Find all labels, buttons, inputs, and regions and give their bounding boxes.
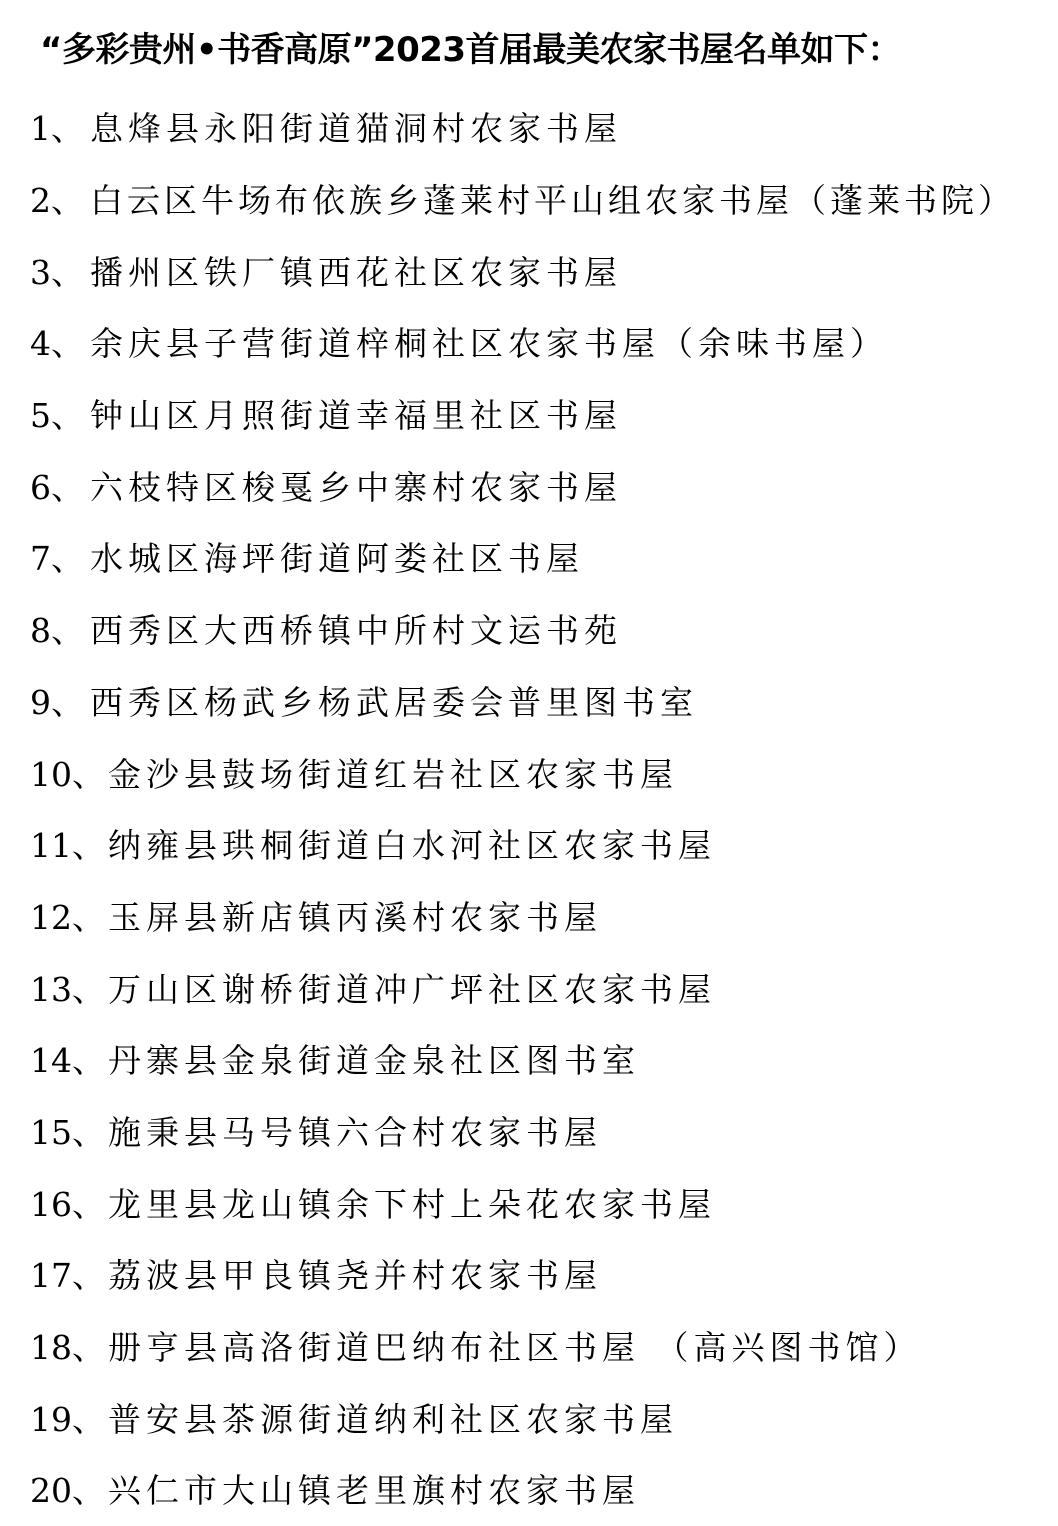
item-number: 7、 [30,539,84,579]
list-item [30,521,1050,593]
list-item [30,593,1050,665]
list-item [30,378,1050,450]
item-text: 纳雍县珙桐街道白水河社区农家书屋 [108,826,716,866]
item-number: 13、 [30,969,105,1009]
item-text: 钟山区月照街道幸福里社区书屋 [90,396,622,436]
item-text: 播州区铁厂镇西花社区农家书屋 [90,252,622,292]
list-item [30,1453,1050,1525]
item-number: 19、 [30,1399,105,1439]
item-number: 15、 [30,1112,105,1152]
list-item [30,306,1050,378]
list-item [30,951,1050,1023]
item-text: 丹寨县金泉街道金泉社区图书室 [108,1041,640,1081]
list-item [30,234,1050,306]
list-item [30,1023,1050,1095]
list-item [30,736,1050,808]
item-text: 西秀区杨武乡杨武居委会普里图书室 [90,682,698,722]
item-number: 18、 [30,1328,105,1368]
item-number: 16、 [30,1184,105,1224]
item-number: 11、 [30,826,105,866]
list-item [30,808,1050,880]
item-number: 10、 [30,754,105,794]
item-number: 17、 [30,1256,105,1296]
list-item [30,1238,1050,1310]
list-item [30,1381,1050,1453]
list-item [30,880,1050,952]
item-text: 白云区牛场布依族乡蓬莱村平山组农家书屋（蓬莱书院） [90,181,1015,221]
item-text: 龙里县龙山镇余下村上朵花农家书屋 [108,1184,716,1224]
list-item [30,163,1050,235]
item-number: 12、 [30,897,105,937]
item-number: 8、 [30,611,84,651]
list-item [30,1095,1050,1167]
item-text: 兴仁市大山镇老里旗村农家书屋 [108,1471,640,1511]
item-text: 余庆县子营街道梓桐社区农家书屋（余味书屋） [90,324,888,364]
item-number: 2、 [30,181,84,221]
page-title: “多彩贵州•书香高原”2023首届最美农家书屋名单如下： [40,30,902,70]
item-text: 西秀区大西桥镇中所村文运书苑 [90,611,622,651]
item-number: 4、 [30,324,84,364]
item-text: 册亨县高洛街道巴纳布社区书屋 （高兴图书馆） [108,1328,922,1368]
item-number: 6、 [30,467,84,507]
item-text: 息烽县永阳街道猫洞村农家书屋 [90,109,622,149]
item-text: 水城区海坪街道阿娄社区书屋 [90,539,584,579]
item-number: 5、 [30,396,84,436]
item-text: 万山区谢桥街道冲广坪社区农家书屋 [108,969,716,1009]
item-number: 20、 [30,1471,105,1511]
item-text: 荔波县甲良镇尧并村农家书屋 [108,1256,602,1296]
item-text: 普安县茶源街道纳利社区农家书屋 [108,1399,678,1439]
item-number: 14、 [30,1041,105,1081]
item-number: 9、 [30,682,84,722]
list-item [30,1166,1050,1238]
list-item [30,91,1050,163]
item-text: 施秉县马号镇六合村农家书屋 [108,1112,602,1152]
list-item [30,665,1050,737]
list-item [30,1310,1050,1382]
item-number: 1、 [30,109,84,149]
item-text: 玉屏县新店镇丙溪村农家书屋 [108,897,602,937]
list-item [30,449,1050,521]
item-text: 金沙县鼓场街道红岩社区农家书屋 [108,754,678,794]
item-text: 六枝特区梭戛乡中寨村农家书屋 [90,467,622,507]
bookhouse-list [30,91,1050,1525]
item-number: 3、 [30,252,84,292]
